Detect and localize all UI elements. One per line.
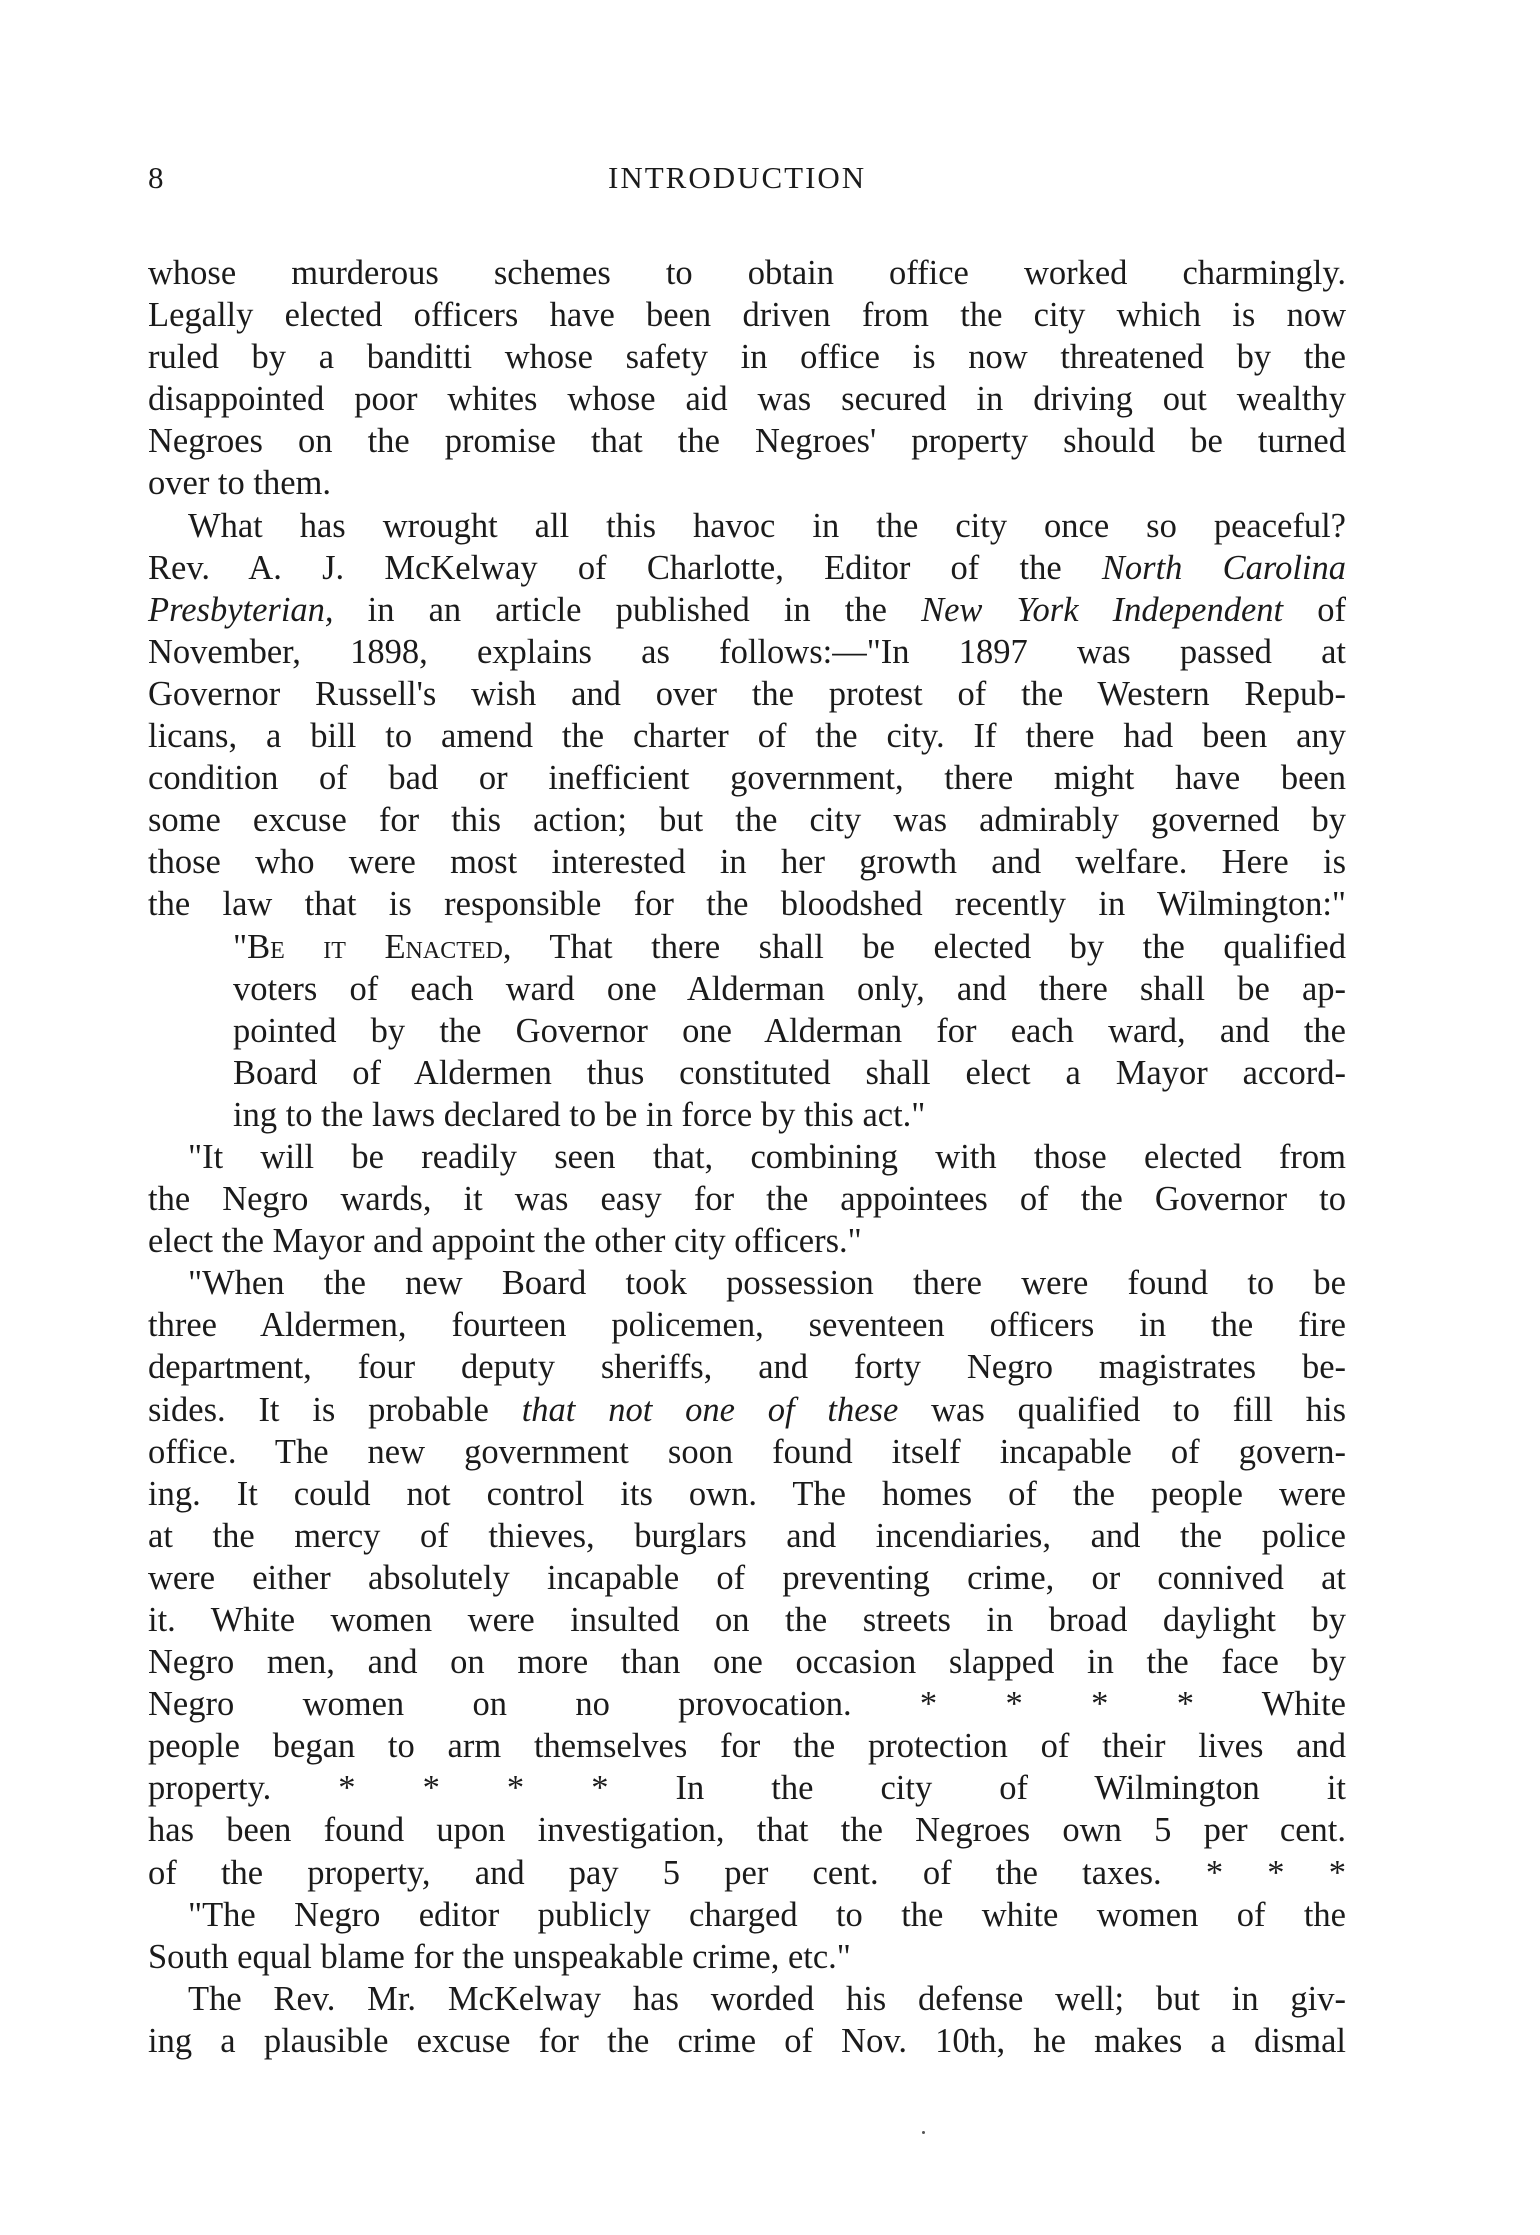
text-line [148,1389,1346,1431]
text-line: ing. It could not control its own. The homes of the people were [148,1474,1346,1513]
body-text [148,252,1346,2062]
text-line: ruled by a banditti whose safety in office is now threatened by the [148,338,1346,377]
text-line: The Rev. Mr. McKelway has worded his defense well; but in giv- [188,1979,1346,2018]
text-line: Legally elected officers have been driven from the city which is now [148,296,1346,335]
quote-line: voters of each ward one Alderman only, and there shall be ap- [233,969,1346,1008]
quote-line [148,926,1346,968]
text-line: ing a plausible excuse for the crime of Nov. 10th, he makes a dismal [148,2021,1346,2060]
quote-line: Board of Aldermen thus constituted shall elect a Mayor accord- [233,1053,1346,1092]
page-number: 8 [148,160,165,195]
text-line: it. White women were insulted on the streets in broad daylight by [148,1601,1346,1639]
text-line: at the mercy of thieves, burglars and incendiaries, and the police [148,1516,1346,1555]
text-line: South equal blame for the unspeakable crime, etc." [148,1937,851,1976]
text-line: over to them. [148,464,331,503]
text-line: Governor Russell's wish and over the protest of the Western Repub- [148,674,1346,713]
text-line: three Aldermen, fourteen policemen, seventeen officers in the fire [148,1306,1346,1345]
text-line: What has wrought all this havoc in the city once so peaceful? [188,506,1346,545]
text-line [148,547,1346,589]
text-span: That there shall be elected by the qualified [549,927,1346,966]
text-line: Negroes on the promise that the Negroes' property should be turned [148,422,1346,461]
text-line: November, 1898, explains as follows:—"In 1897 was passed at [148,632,1346,671]
text-line: the law that is responsible for the bloodshed recently in Wilmington:" [148,885,1346,924]
text-span: was qualified to fill his [931,1390,1347,1429]
italic-title: Presbyterian, [148,590,334,629]
text-line: some excuse for this action; but the city was admirably governed by [148,801,1346,840]
italic-title: North Carolina [1101,548,1346,587]
text-line: licans, a bill to amend the charter of the city. If there had been any [148,717,1346,756]
text-line: whose murderous schemes to obtain office worked charmingly. [148,254,1346,292]
text-line: property. * * * * In the city of Wilmington it [148,1769,1346,1808]
text-line [148,589,1346,631]
text-line: Negro men, and on more than one occasion slapped in the face by [148,1643,1346,1682]
text-line: the Negro wards, it was easy for the appointees of the Governor to [148,1180,1346,1219]
text-span: sides. It is probable [148,1390,489,1429]
text-span: Rev. A. J. McKelway of Charlotte, Editor of the [148,548,1062,587]
small-caps-span: "Be it Enacted, [233,927,512,966]
page-speck [922,2131,925,2134]
text-line: elect the Mayor and appoint the other city officers." [148,1222,862,1261]
text-line: Negro women on no provocation. * * * * White [148,1685,1346,1724]
text-line: people began to arm themselves for the protection of their lives and [148,1727,1346,1766]
text-span: of [1317,590,1346,629]
text-line: disappointed poor whites whose aid was secured in driving out wealthy [148,380,1346,419]
text-line: department, four deputy sheriffs, and forty Negro magistrates be- [148,1348,1346,1387]
text-line: were either absolutely incapable of preventing crime, or connived at [148,1558,1346,1597]
text-line: of the property, and pay 5 per cent. of the taxes. * * * [148,1853,1346,1892]
italic-title: New York Independent [921,590,1284,629]
text-span: in an article published in the [367,590,887,629]
running-title: INTRODUCTION [608,160,867,195]
quote-line: ing to the laws declared to be in force by this act." [233,1095,926,1134]
running-head [148,160,1348,200]
text-line: condition of bad or inefficient government, there might have been [148,759,1346,798]
text-line: "When the new Board took possession there were found to be [188,1264,1346,1303]
text-line: office. The new government soon found itself incapable of govern- [148,1432,1346,1471]
text-line: has been found upon investigation, that the Negroes own 5 per cent. [148,1811,1346,1850]
italic-phrase: that not one of these [521,1390,899,1429]
quote-line: pointed by the Governor one Alderman for each ward, and the [233,1011,1346,1050]
text-line: "It will be readily seen that, combining with those elected from [188,1137,1346,1176]
text-line: "The Negro editor publicly charged to the white women of the [188,1895,1346,1934]
text-line: those who were most interested in her growth and welfare. Here is [148,843,1346,882]
